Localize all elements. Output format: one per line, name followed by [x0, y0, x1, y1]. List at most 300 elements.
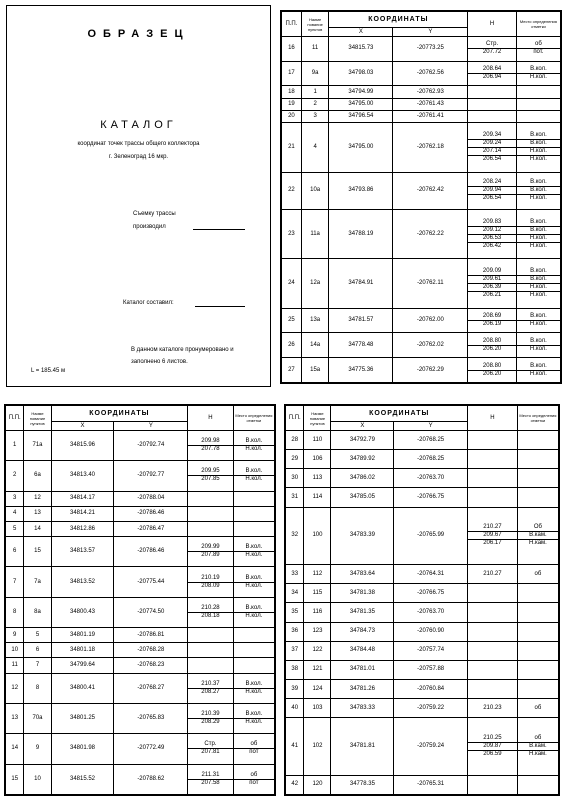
cell-x: 34794.99 — [329, 86, 393, 98]
cell-num: 28 — [286, 431, 304, 450]
table-row — [6, 431, 275, 461]
cell-y: -20763.70 — [394, 603, 468, 622]
cell-h — [188, 461, 234, 491]
cell-place — [516, 86, 560, 98]
cell-place — [517, 488, 558, 507]
cell-place-line: В.кол. — [517, 275, 560, 283]
cell-place — [233, 506, 274, 521]
cell-place — [517, 450, 558, 469]
cell-h — [467, 507, 517, 564]
header-coordinates: КООРДИНАТЫ — [51, 406, 188, 422]
cell-h — [467, 469, 517, 488]
cell-y: -20765.99 — [394, 507, 468, 564]
survey-signature-line — [193, 229, 245, 230]
cell-y: -20768.23 — [114, 658, 188, 673]
cell-place — [516, 37, 560, 62]
cell-place — [516, 172, 560, 209]
cell-place-line: В.кол. — [530, 268, 547, 275]
cell-h — [468, 98, 517, 110]
cell-y: -20768.27 — [114, 673, 188, 703]
cell-point: 100 — [304, 507, 331, 564]
cell-num: 17 — [282, 61, 302, 86]
cell-h — [467, 565, 517, 584]
table-row — [286, 565, 559, 584]
table-row — [286, 469, 559, 488]
cell-point: 123 — [304, 622, 331, 641]
cell-place-line: В.кол. — [245, 711, 263, 718]
cell-h-line: 209.09 — [482, 268, 502, 275]
cell-h-line: 209.87 — [468, 742, 517, 750]
cell-place-line: В.кол. — [245, 438, 263, 445]
cell-place — [516, 98, 560, 110]
cell-point: 3 — [301, 111, 329, 123]
sample-heading: ОБРАЗЕЦ — [87, 28, 190, 40]
coords-table — [285, 405, 559, 795]
cell-h — [467, 488, 517, 507]
cell-h-line: 206.39 — [468, 283, 516, 291]
cell-y: -20788.04 — [114, 491, 188, 506]
cell-h — [468, 259, 517, 308]
cell-num: 40 — [286, 699, 304, 718]
cell-point: 7а — [24, 567, 51, 597]
table-row — [286, 775, 559, 794]
cell-x: 34781.01 — [331, 660, 394, 679]
cell-place-line: В.кол. — [530, 66, 547, 73]
cell-y: -20786.46 — [114, 506, 188, 521]
cell-h-line: 209.95 — [201, 468, 220, 475]
cell-place — [517, 584, 558, 603]
cell-place-line: В.кол. — [245, 468, 263, 475]
coords-table — [281, 11, 561, 383]
cell-x: 34784.91 — [329, 259, 393, 308]
table-row — [6, 764, 275, 794]
cell-x: 34799.64 — [51, 658, 114, 673]
cell-h-line: 210.27 — [483, 570, 502, 577]
cell-place-line: пот — [234, 779, 274, 787]
cell-x: 34784.73 — [331, 622, 394, 641]
cell-place — [233, 567, 274, 597]
catalog-table-top-right — [280, 10, 562, 384]
cell-x: 34800.43 — [51, 597, 114, 627]
cell-point: 5 — [24, 628, 51, 643]
table-row — [6, 597, 275, 627]
cell-h-line: 206.54 — [468, 155, 516, 163]
cell-num: 21 — [282, 123, 302, 172]
cell-h-line: 208.69 — [482, 313, 502, 320]
cell-h-line: Стр. — [204, 741, 217, 748]
table-row — [282, 333, 561, 358]
cell-y: -20765.83 — [114, 703, 188, 733]
cell-point: 112 — [304, 565, 331, 584]
cell-place — [233, 673, 274, 703]
cell-place — [516, 61, 560, 86]
cell-place — [233, 431, 274, 461]
cell-y: -20773.25 — [393, 37, 468, 62]
cell-y: -20766.75 — [394, 584, 468, 603]
cell-h-line: 210.23 — [483, 704, 502, 711]
cell-h-line: 209.67 — [468, 531, 517, 539]
cell-point: 8а — [24, 597, 51, 627]
cell-y: -20762.00 — [393, 308, 468, 333]
cell-num: 18 — [282, 86, 302, 98]
cell-h-line: 208.18 — [188, 612, 233, 620]
table-row — [282, 111, 561, 123]
cell-h-line: 210.39 — [201, 711, 220, 718]
table-row — [6, 703, 275, 733]
cell-num: 7 — [6, 567, 24, 597]
cell-place — [516, 358, 560, 383]
cell-x: 34813.52 — [51, 567, 114, 597]
cell-x: 34813.40 — [51, 461, 114, 491]
cell-place — [517, 718, 558, 775]
cell-num: 37 — [286, 641, 304, 660]
table-row — [6, 658, 275, 673]
cell-num: 32 — [286, 507, 304, 564]
cell-num: 33 — [286, 565, 304, 584]
cell-place-line: пот — [234, 748, 274, 756]
cell-h — [467, 584, 517, 603]
cell-y: -20760.90 — [394, 622, 468, 641]
cell-y: -20760.84 — [394, 680, 468, 699]
cell-h — [188, 643, 234, 658]
cell-num: 11 — [6, 658, 24, 673]
cell-place-line: В.кол. — [530, 179, 547, 186]
cell-h-line: 209.12 — [468, 226, 516, 234]
cell-place-line: Н.кам. — [518, 750, 558, 758]
cell-place-line: Н.кол. — [234, 718, 274, 726]
cell-y: -20762.18 — [393, 123, 468, 172]
cell-h — [468, 86, 517, 98]
table-row — [282, 61, 561, 86]
cell-y: -20762.56 — [393, 61, 468, 86]
table-row — [286, 718, 559, 775]
cell-y: -20786.46 — [114, 537, 188, 567]
cell-place-line: об — [535, 41, 542, 48]
cell-x: 34783.39 — [331, 507, 394, 564]
header-num: П.П. — [286, 406, 304, 431]
cell-place — [517, 565, 558, 584]
cell-place-line: Н.кол. — [234, 475, 274, 483]
cell-point: 15 — [24, 537, 51, 567]
catalog-table-bottom-right — [284, 404, 560, 796]
table-row — [286, 431, 559, 450]
table-row — [286, 699, 559, 718]
cell-y: -20788.62 — [114, 764, 188, 794]
cell-x: 34801.19 — [51, 628, 114, 643]
cell-y: -20762.42 — [393, 172, 468, 209]
cell-h — [468, 61, 517, 86]
cell-h — [467, 622, 517, 641]
cell-point: 12а — [301, 259, 329, 308]
cell-place — [517, 603, 558, 622]
header-point-name: Наиме нование пунктов — [301, 12, 329, 37]
cell-place — [516, 259, 560, 308]
cell-num: 27 — [282, 358, 302, 383]
cell-x: 34814.17 — [51, 491, 114, 506]
table-row — [6, 643, 275, 658]
cell-y: -20764.31 — [394, 565, 468, 584]
cell-place-line: Н.кол. — [234, 688, 274, 696]
cell-point: 7 — [24, 658, 51, 673]
cell-y: -20757.74 — [394, 641, 468, 660]
cell-place — [516, 333, 560, 358]
cell-h-line: 211.31 — [201, 771, 220, 778]
cell-y: -20774.50 — [114, 597, 188, 627]
cell-place — [517, 507, 558, 564]
cell-point: 116 — [304, 603, 331, 622]
cell-h — [468, 308, 517, 333]
cell-h-line: 208.80 — [482, 362, 502, 369]
cell-h-line: 207.72 — [468, 48, 516, 56]
cell-place — [517, 775, 558, 794]
cell-place — [517, 622, 558, 641]
cell-h-line: 206.53 — [468, 234, 516, 242]
cell-place-line: Н.кол. — [517, 242, 560, 250]
cell-place-line: Н.кол. — [517, 283, 560, 291]
cell-h-line: 208.80 — [482, 337, 502, 344]
cell-point: 121 — [304, 660, 331, 679]
cell-num: 9 — [6, 628, 24, 643]
cell-place-line: Н.кол. — [234, 582, 274, 590]
cell-x: 34781.81 — [331, 718, 394, 775]
cell-num: 29 — [286, 450, 304, 469]
cell-x: 34793.86 — [329, 172, 393, 209]
cell-num: 25 — [282, 308, 302, 333]
cell-y: -20757.88 — [394, 660, 468, 679]
cell-y: -20761.41 — [393, 111, 468, 123]
cell-x: 34788.19 — [329, 209, 393, 258]
header-x: X — [329, 28, 393, 37]
cell-h — [467, 431, 517, 450]
cell-h — [188, 491, 234, 506]
table-row — [282, 86, 561, 98]
cell-point: 115 — [304, 584, 331, 603]
cell-num: 23 — [282, 209, 302, 258]
cell-place-line: Н.кол. — [234, 612, 274, 620]
header-h: H — [467, 406, 517, 431]
cell-y: -20772.49 — [114, 734, 188, 764]
cell-x: 34778.35 — [331, 775, 394, 794]
cell-x: 34795.00 — [329, 98, 393, 110]
cell-h — [188, 658, 234, 673]
table-row — [6, 521, 275, 536]
cell-x: 34781.26 — [331, 680, 394, 699]
route-length: L = 185.45 м — [31, 368, 66, 374]
cell-place — [516, 308, 560, 333]
cell-h-line: 206.21 — [468, 291, 516, 299]
catalog-table-bottom-left — [4, 404, 276, 796]
cell-h — [188, 628, 234, 643]
header-num: П.П. — [282, 12, 302, 37]
cell-x: 34784.48 — [331, 641, 394, 660]
header-y: Y — [114, 422, 188, 431]
cell-h — [468, 333, 517, 358]
cell-x: 34801.98 — [51, 734, 114, 764]
cell-point: 124 — [304, 680, 331, 699]
cell-point: 6 — [24, 643, 51, 658]
header-y: Y — [393, 28, 468, 37]
cell-x: 34785.05 — [331, 488, 394, 507]
cell-place — [233, 658, 274, 673]
cell-place — [517, 699, 558, 718]
cell-place-line: В.кол. — [245, 680, 263, 687]
cell-num: 35 — [286, 603, 304, 622]
table-row — [286, 507, 559, 564]
numbered-line2: заполнено 6 листов. — [131, 359, 188, 365]
cell-place-line: В.кол. — [530, 313, 547, 320]
cell-place — [517, 469, 558, 488]
cell-place — [233, 597, 274, 627]
cell-y: -20792.77 — [114, 461, 188, 491]
header-y: Y — [394, 422, 468, 431]
cell-num: 12 — [6, 673, 24, 703]
table-row — [282, 308, 561, 333]
cell-point: 110 — [304, 431, 331, 450]
cell-h-line: 206.20 — [468, 345, 516, 353]
table-row — [286, 622, 559, 641]
title-sheet — [6, 5, 271, 387]
cell-point: 11 — [301, 37, 329, 62]
cell-place-line: В.кол. — [530, 132, 547, 139]
cell-place-line: об — [250, 771, 258, 778]
cell-point: 114 — [304, 488, 331, 507]
cell-x: 34796.54 — [329, 111, 393, 123]
cell-num: 8 — [6, 597, 24, 627]
table-row — [286, 450, 559, 469]
cell-point: 8 — [24, 673, 51, 703]
cell-place-line: об — [534, 570, 542, 577]
table-row — [286, 641, 559, 660]
cell-x: 34795.00 — [329, 123, 393, 172]
cell-h-line: 209.98 — [201, 438, 220, 445]
cell-x: 34789.92 — [331, 450, 394, 469]
cell-h-line: 209.99 — [201, 544, 220, 551]
cell-y: -20762.93 — [393, 86, 468, 98]
catalog-subtitle: координат точек трассы общего коллектора — [77, 141, 200, 147]
cell-place-line: В.кол. — [517, 226, 560, 234]
cell-num: 16 — [282, 37, 302, 62]
cell-x: 34786.02 — [331, 469, 394, 488]
cell-place-line: В.кам. — [518, 531, 558, 539]
table-row — [282, 209, 561, 258]
cell-num: 14 — [6, 734, 24, 764]
numbered-line1: В данном каталоге пронумеровано и — [131, 347, 234, 353]
cell-place-line: пот. — [517, 48, 560, 56]
cell-x: 34800.41 — [51, 673, 114, 703]
cell-num: 6 — [6, 537, 24, 567]
cell-point: 10 — [24, 764, 51, 794]
cell-num: 39 — [286, 680, 304, 699]
table-row — [6, 628, 275, 643]
header-place: Место определения отметки — [233, 406, 274, 431]
cell-x: 34801.25 — [51, 703, 114, 733]
compiled-label: Каталог составил: — [123, 300, 174, 306]
cell-h-line: 207.85 — [188, 475, 233, 483]
cell-place-line: В.кол. — [530, 218, 547, 225]
table-row — [282, 98, 561, 110]
cell-x: 34815.96 — [51, 431, 114, 461]
cell-h-line: 206.17 — [468, 539, 517, 547]
table-row — [282, 172, 561, 209]
cell-num: 2 — [6, 461, 24, 491]
cell-h-line: 206.42 — [468, 242, 516, 250]
header-place: Место определения отметки — [516, 12, 560, 37]
table-row — [6, 673, 275, 703]
cell-h-line: 209.94 — [468, 186, 516, 194]
cell-place — [233, 643, 274, 658]
header-h: H — [188, 406, 234, 431]
cell-point: 120 — [304, 775, 331, 794]
cell-place — [516, 209, 560, 258]
cell-place-line: об — [250, 741, 258, 748]
cell-place-line: Н.кам. — [518, 539, 558, 547]
catalog-heading: КАТАЛОГ — [100, 119, 177, 131]
cell-num: 15 — [6, 764, 24, 794]
cell-point: 2 — [301, 98, 329, 110]
table-row — [6, 567, 275, 597]
cell-y: -20766.75 — [394, 488, 468, 507]
cell-place-line: Н.кол. — [517, 147, 560, 155]
cell-h-line: 207.78 — [188, 445, 233, 453]
cell-x: 34815.52 — [51, 764, 114, 794]
cell-y: -20768.25 — [394, 431, 468, 450]
table-row — [282, 123, 561, 172]
cell-x: 34778.48 — [329, 333, 393, 358]
cell-point: 13а — [301, 308, 329, 333]
cell-point: 14а — [301, 333, 329, 358]
cell-place-line: В.кол. — [245, 544, 263, 551]
cell-place-line: В.кам. — [518, 742, 558, 750]
cell-y: -20762.11 — [393, 259, 468, 308]
table-row — [6, 537, 275, 567]
cell-h-line: 210.19 — [201, 574, 220, 581]
cell-h-line: 207.58 — [188, 779, 233, 787]
cell-y: -20792.74 — [114, 431, 188, 461]
cell-place-line: В.кол. — [530, 337, 547, 344]
cell-h-line: 206.59 — [468, 750, 517, 758]
cell-point: 9а — [301, 61, 329, 86]
cell-x: 34798.03 — [329, 61, 393, 86]
cell-h — [467, 660, 517, 679]
cell-h — [188, 703, 234, 733]
table-row — [286, 680, 559, 699]
cell-num: 36 — [286, 622, 304, 641]
cell-place-line: Н.кол. — [517, 234, 560, 242]
cell-num: 38 — [286, 660, 304, 679]
cell-place-line: Н.кол. — [517, 291, 560, 299]
cell-y: -20768.28 — [114, 643, 188, 658]
cell-x: 34781.35 — [331, 603, 394, 622]
cell-point: 106 — [304, 450, 331, 469]
catalog-location: г. Зеленоград 16 мкр. — [108, 154, 169, 160]
cell-y: -20768.25 — [394, 450, 468, 469]
cell-x: 34781.38 — [331, 584, 394, 603]
cell-h — [468, 123, 517, 172]
cell-num: 13 — [6, 703, 24, 733]
cell-point: 4 — [301, 123, 329, 172]
coords-table — [5, 405, 275, 795]
cell-point: 9 — [24, 734, 51, 764]
table-row — [6, 461, 275, 491]
cell-x: 34812.86 — [51, 521, 114, 536]
cell-place — [233, 734, 274, 764]
cell-h — [468, 37, 517, 62]
cell-h-line: 207.14 — [468, 147, 516, 155]
cell-point: 113 — [304, 469, 331, 488]
cell-x: 34815.73 — [329, 37, 393, 62]
header-coordinates: КООРДИНАТЫ — [331, 406, 467, 422]
cell-place — [516, 123, 560, 172]
